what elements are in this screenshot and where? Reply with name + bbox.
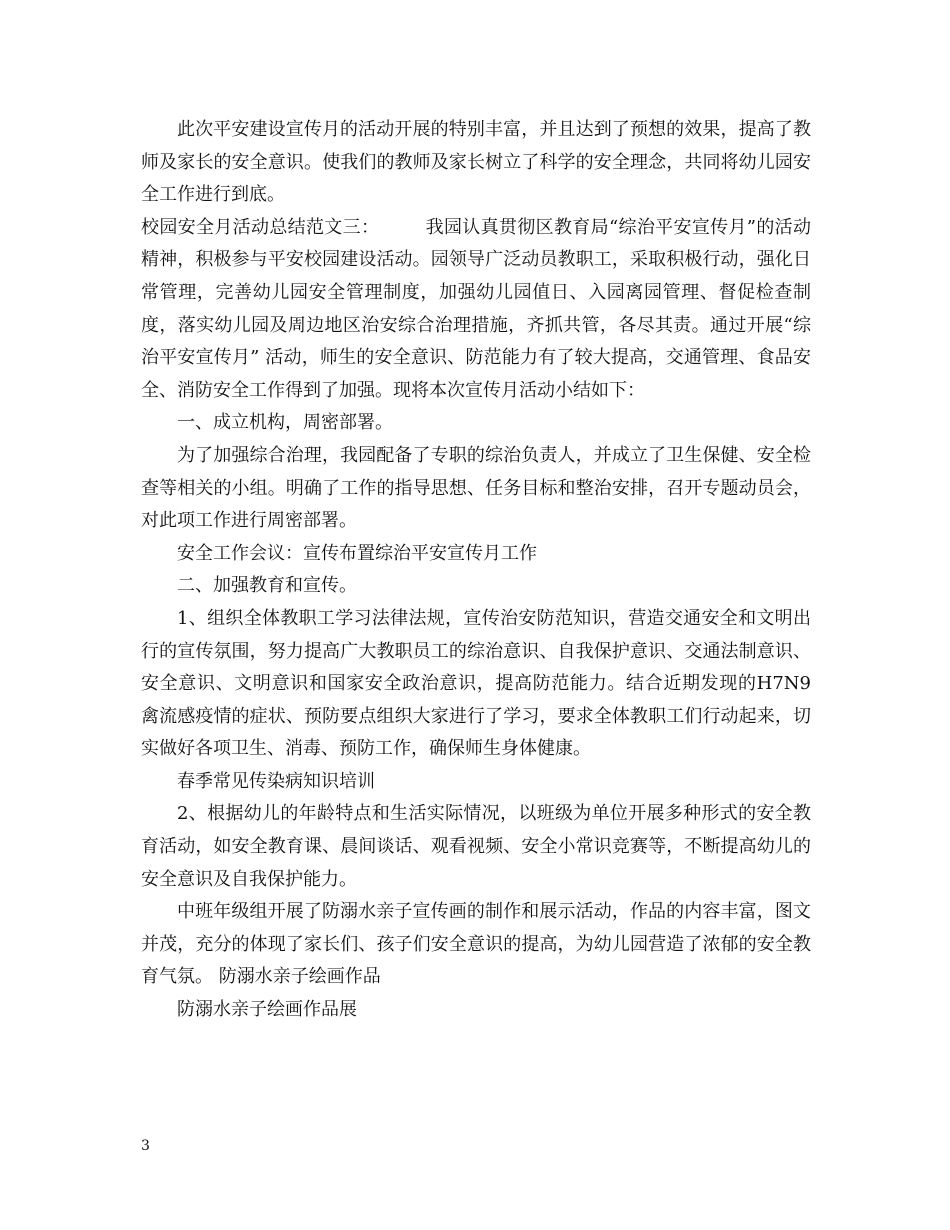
document-body	[141, 114, 811, 1027]
heading-one: 一、成立机构，周密部署。	[177, 412, 393, 434]
paragraph-section-three	[141, 212, 811, 408]
section-heading: 校园安全月活动总结范文三：	[141, 216, 380, 238]
paragraph-summary: 此次平安建设宣传月的活动开展的特别丰富，并且达到了预想的效果，提高了教师及家长的安全意识。使我们的教师及家长树立了科学的安全理念，共同将幼儿园安全工作进行到底。	[141, 119, 811, 206]
paragraph-staff-training: 1、组织全体教职工学习法律法规，宣传治安防范知识，营造交通安全和文明出行的宣传氛围，努力提高广大教职员工的综治意识、自我保护意识、交通法制意识、安全意识、文明意识和国家安全政治意识，提高防范能力。结合近期发现的H7N9 禽流感疫情的症状、预防要点组织大家进行了学习，要求全体教职工们行动起来，切实做好各项卫生、消毒、预防工作，确保师生身体健康。	[141, 607, 811, 760]
paragraph-drowning-prevention: 中班年级组开展了防溺水亲子宣传画的制作和展示活动，作品的内容丰富，图文并茂，充分的体现了家长们、孩子们安全意识的提高，为幼儿园营造了浓郁的安全教育气氛。 防溺水亲子绘画作品	[141, 901, 811, 988]
paragraph-child-education: 2、根据幼儿的年龄特点和生活实际情况，以班级为单位开展多种形式的安全教育活动，如安全教育课、晨间谈话、观看视频、安全小常识竞赛等，不断提高幼儿的安全意识及自我保护能力。	[141, 803, 811, 890]
heading-two: 二、加强教育和宣传。	[177, 575, 357, 597]
caption-safety-meeting: 安全工作会议：宣传布置综治平安宣传月工作	[177, 542, 537, 564]
page-number: 3	[141, 1138, 150, 1154]
caption-disease-training: 春季常见传染病知识培训	[177, 770, 375, 792]
caption-drawing-exhibition: 防溺水亲子绘画作品展	[177, 999, 357, 1021]
paragraph-organization: 为了加强综合治理，我园配备了专职的综治负责人，并成立了卫生保健、安全检查等相关的小组。明确了工作的指导思想、任务目标和整治安排，召开专题动员会，对此项工作进行周密部署。	[141, 444, 811, 532]
section-body: 我园认真贯彻区教育局“综治平安宣传月”的活动精神，积极参与平安校园建设活动。园领导广泛动员教职工，采取积极行动，强化日常管理，完善幼儿园安全管理制度，加强幼儿园值日、入园离园管理、督促检查制度，落实幼儿园及周边地区治安综合治理措施，齐抓共管，各尽其责。通过开展“综治平安宣传月” 活动，师生的安全意识、防范能力有了较大提高，交通管理、食品安全、消防安全工作得到了加强。现将本次宣传月活动小结如下：	[141, 216, 812, 401]
